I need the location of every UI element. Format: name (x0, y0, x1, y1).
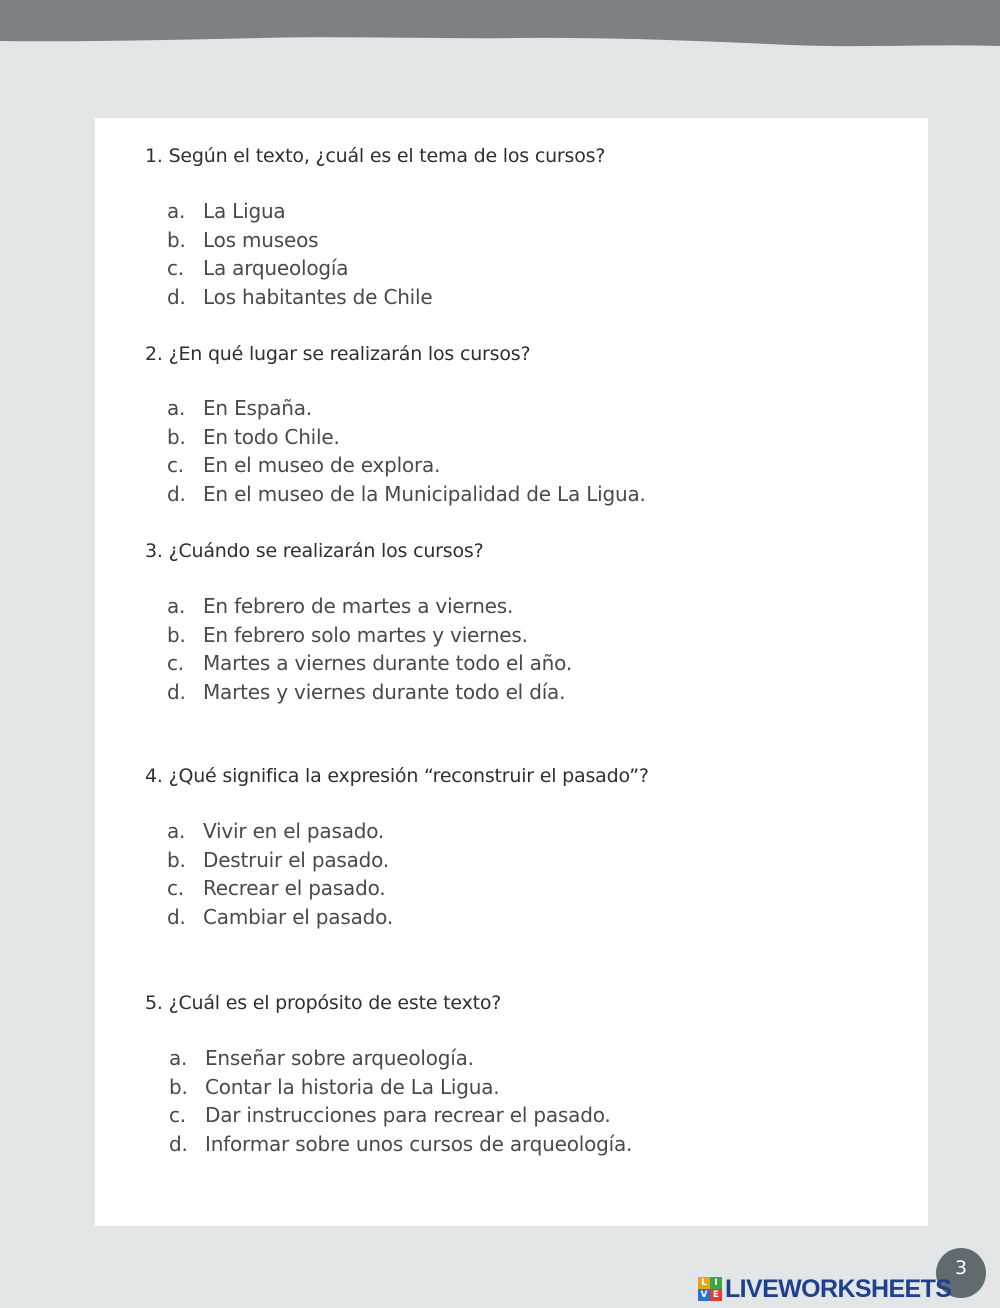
option-3a[interactable]: a. En febrero de martes a viernes. (167, 594, 514, 618)
question-3-options (167, 592, 572, 707)
option-3b[interactable]: b. En febrero solo martes y viernes. (167, 622, 528, 647)
option-4a[interactable]: a. Vivir en el pasado. (167, 819, 385, 843)
question-1: 1. Según el texto, ¿cuál es el tema de los cursos? (145, 145, 606, 167)
question-4: 4. ¿Qué significa la expresión “reconstruir el pasado”? (145, 765, 649, 787)
liveworksheets-logo-icon: L I V E (698, 1277, 722, 1301)
question-5: 5. ¿Cuál es el propósito de este texto? (145, 992, 502, 1014)
question-2-options (167, 394, 646, 509)
option-3c[interactable]: c. Martes a viernes durante todo el año. (167, 651, 572, 676)
page-number-badge: 3 (936, 1248, 986, 1298)
top-header-band (0, 0, 1000, 60)
option-5b[interactable]: b. Contar la historia de La Ligua. (169, 1074, 500, 1099)
question-1-options (167, 197, 433, 312)
option-1c[interactable]: c. La arqueología (167, 256, 349, 281)
option-5c[interactable]: c. Dar instrucciones para recrear el pasado. (169, 1103, 611, 1128)
option-2d[interactable]: d. En el museo de la Municipalidad de La Ligua. (167, 482, 646, 507)
option-3d[interactable]: d. Martes y viernes durante todo el día. (167, 680, 566, 705)
option-4d[interactable]: d. Cambiar el pasado. (167, 905, 393, 930)
question-3: 3. ¿Cuándo se realizarán los cursos? (145, 540, 484, 562)
option-5a[interactable]: a. Enseñar sobre arqueología. (169, 1046, 474, 1070)
brand-name: LIVEWORKSHEETS (725, 1274, 952, 1303)
option-4c[interactable]: c. Recrear el pasado. (167, 876, 386, 901)
option-1d[interactable]: d. Los habitantes de Chile (167, 285, 433, 310)
option-2b[interactable]: b. En todo Chile. (167, 424, 340, 449)
question-4-options (167, 817, 393, 932)
option-2a[interactable]: a. En España. (167, 396, 312, 420)
option-5d[interactable]: d. Informar sobre unos cursos de arqueología. (169, 1132, 633, 1157)
worksheet-sheet (95, 118, 928, 1226)
option-1b[interactable]: b. Los museos (167, 227, 319, 252)
option-2c[interactable]: c. En el museo de explora. (167, 453, 441, 478)
option-1a[interactable]: a. La Ligua (167, 199, 286, 223)
question-5-options (169, 1044, 632, 1159)
liveworksheets-brand[interactable] (698, 1274, 951, 1304)
option-4b[interactable]: b. Destruir el pasado. (167, 847, 389, 872)
question-2: 2. ¿En qué lugar se realizarán los cursos? (145, 343, 531, 365)
